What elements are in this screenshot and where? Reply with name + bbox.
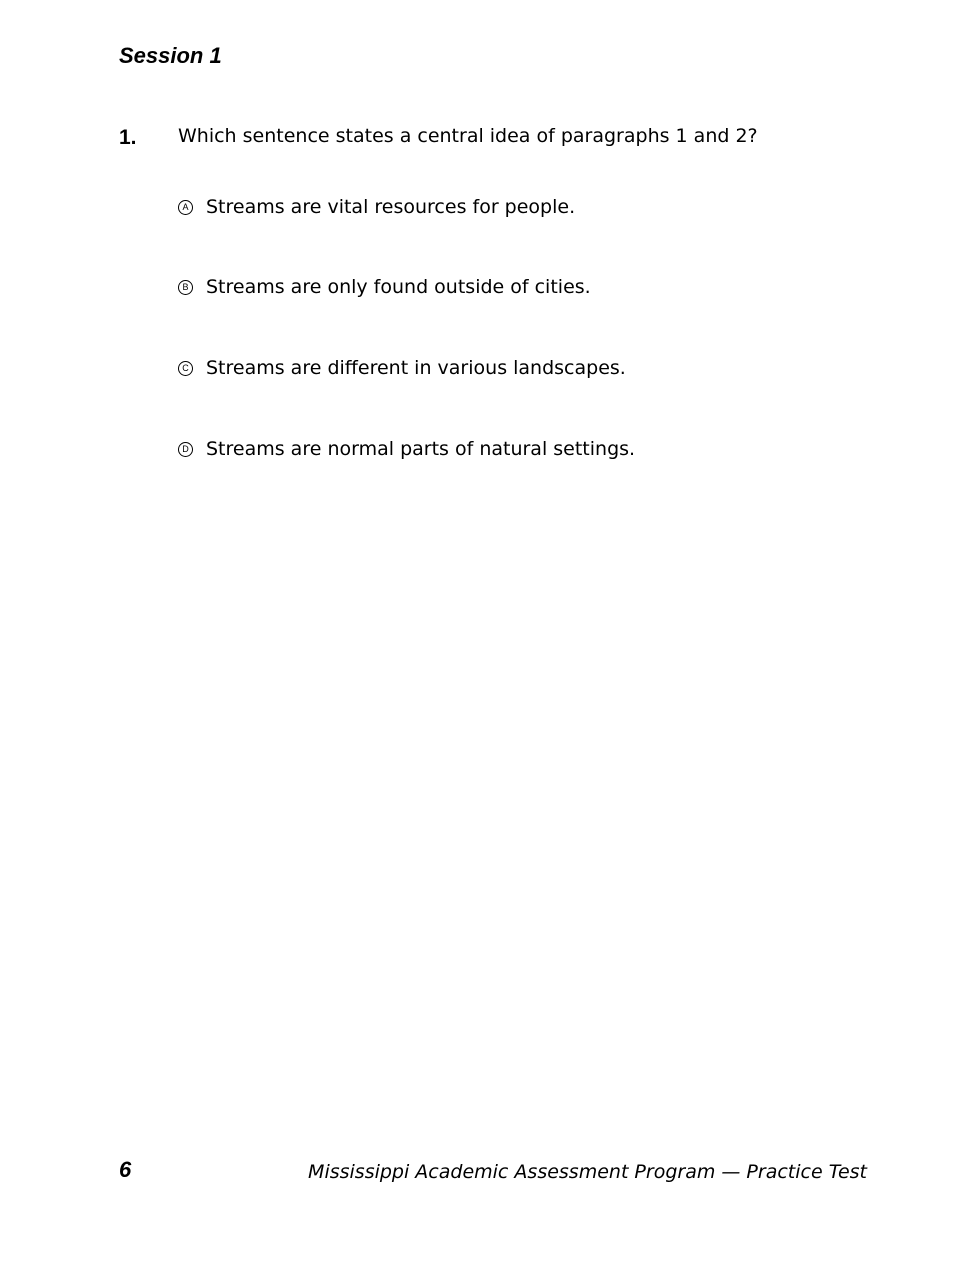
session-title: Session 1 xyxy=(119,43,222,68)
answer-choice-d[interactable] xyxy=(178,435,635,463)
answer-choice-c[interactable] xyxy=(178,354,626,382)
page-number: 6 xyxy=(119,1157,132,1182)
choice-text-c: Streams are different in various landscapes. xyxy=(206,357,626,379)
choice-bubble-c[interactable]: C xyxy=(178,361,193,376)
choice-text-a: Streams are vital resources for people. xyxy=(206,196,576,218)
choice-bubble-b[interactable]: B xyxy=(178,280,193,295)
choice-bubble-d[interactable]: D xyxy=(178,442,193,457)
choice-bubble-a[interactable]: A xyxy=(178,200,193,215)
answer-choice-b[interactable] xyxy=(178,273,591,301)
question-stem: Which sentence states a central idea of paragraphs 1 and 2? xyxy=(178,125,758,147)
answer-choice-a[interactable] xyxy=(178,193,575,221)
question-number: 1. xyxy=(119,126,137,149)
footer-program-name: Mississippi Academic Assessment Program — Practice Test xyxy=(308,1161,867,1183)
choice-text-d: Streams are normal parts of natural settings. xyxy=(206,438,636,460)
choice-text-b: Streams are only found outside of cities. xyxy=(206,276,591,298)
